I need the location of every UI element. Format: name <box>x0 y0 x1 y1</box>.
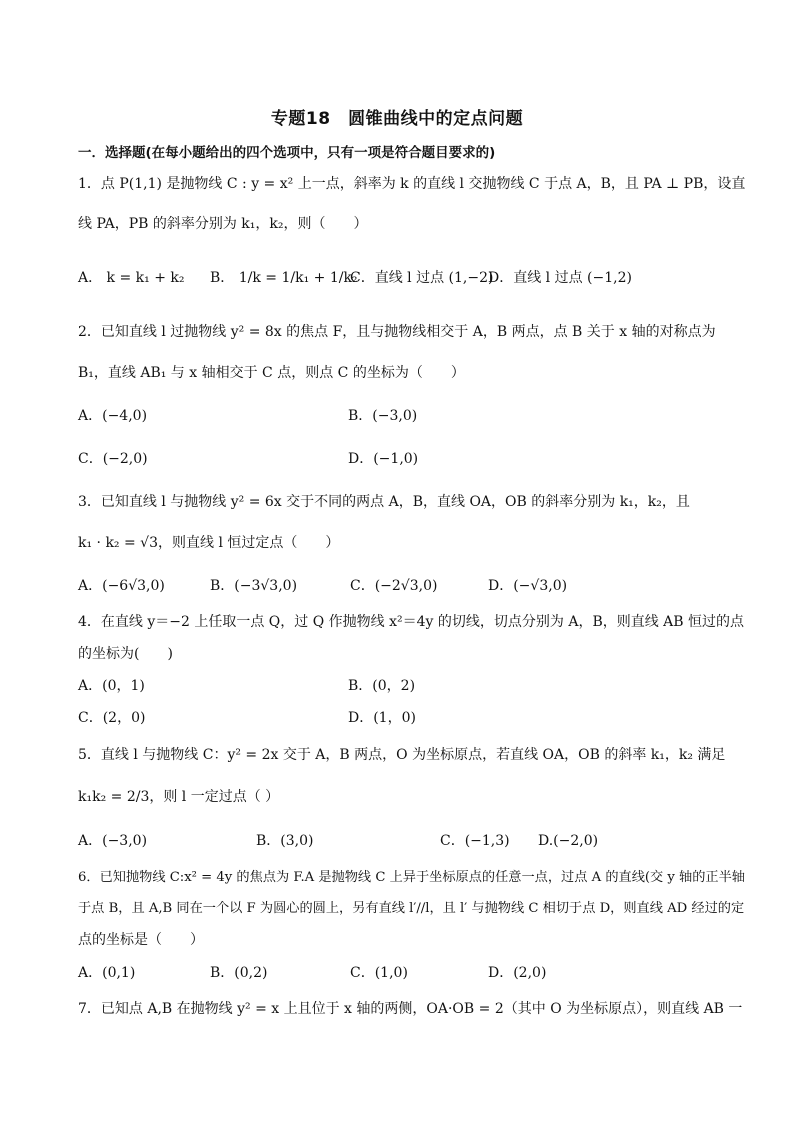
q6-line2: 于点 B，且 A,B 同在一个以 F 为圆心的圆上，另有直线 l′//l，且 l′ 与抛物线 C 相切于点 D，则直线 AD 经过的定 <box>78 901 745 916</box>
q1-line1: 1．点 P(1,1) 是抛物线 C : y = x² 上一点，斜率为 k 的直线 l 交抛物线 C 于点 A，B，且 PA ⊥ PB，设直 <box>78 176 746 192</box>
q5-line1: 5．直线 l 与抛物线 C：y² = 2x 交于 A，B 两点，O 为坐标原点，若直线 OA，OB 的斜率 k₁，k₂ 满足 <box>78 747 726 763</box>
q4-line2: 的坐标为( ) <box>78 646 173 662</box>
q2-line2: B₁，直线 AB₁ 与 x 轴相交于 C 点，则点 C 的坐标为（ ） <box>78 365 465 381</box>
q6-line1: 6．已知抛物线 C:x² = 4y 的焦点为 F.A 是抛物线 C 上异于坐标原点的任意一点，过点 A 的直线(交 y 轴的正半轴 <box>78 870 745 885</box>
q6-option-c: C．(1,0) <box>350 965 408 981</box>
q5-option-b: B．(3,0) <box>256 833 314 849</box>
q4-line1: 4．在直线 y＝−2 上任取一点 Q，过 Q 作抛物线 x²＝4y 的切线，切点分别为 A，B，则直线 AB 恒过的点 <box>78 614 745 630</box>
section-heading: 一．选择题(在每小题给出的四个选项中，只有一项是符合题目要求的) <box>78 145 496 161</box>
q5-line2: k₁k₂ = 2/3，则 l 一定过点（ ） <box>78 789 280 805</box>
q3-option-d: D．(−√3,0) <box>488 578 568 594</box>
q1-option-d: D．直线 l 过点 (−1,2) <box>488 270 632 286</box>
q6-option-d: D．(2,0) <box>488 965 547 981</box>
q4-option-c: C．(2，0) <box>78 710 146 726</box>
q1-option-a: A． k = k₁ + k₂ <box>78 270 185 286</box>
q2-option-c: C．(−2,0) <box>78 451 148 467</box>
q2-option-b: B．(−3,0) <box>348 408 418 424</box>
q3-option-a: A．(−6√3,0) <box>78 578 165 594</box>
q2-line1: 2．已知直线 l 过抛物线 y² = 8x 的焦点 F，且与抛物线相交于 A，B 两点，点 B 关于 x 轴的对称点为 <box>78 324 716 340</box>
q1-option-b: B． 1/k = 1/k₁ + 1/k₂ <box>210 270 358 286</box>
q4-option-a: A．(0，1) <box>78 678 145 694</box>
q5-option-c: C．(−1,3) <box>440 833 510 849</box>
q5-option-d: D.(−2,0) <box>538 833 599 849</box>
q3-line1: 3．已知直线 l 与抛物线 y² = 6x 交于不同的两点 A，B，直线 OA，OB 的斜率分别为 k₁，k₂，且 <box>78 494 690 510</box>
q5-option-a: A．(−3,0) <box>78 833 148 849</box>
q6-option-b: B．(0,2) <box>210 965 268 981</box>
q6-option-a: A．(0,1) <box>78 965 136 981</box>
q3-option-c: C．(−2√3,0) <box>350 578 438 594</box>
q4-option-b: B．(0，2) <box>348 678 416 694</box>
q3-line2: k₁ · k₂ = √3，则直线 l 恒过定点（ ） <box>78 535 340 551</box>
q2-option-d: D．(−1,0) <box>348 451 419 467</box>
q6-line3: 点的坐标是（ ） <box>78 932 204 948</box>
q7-line1: 7．已知点 A,B 在抛物线 y² = x 上且位于 x 轴的两侧，OA·OB = 2（其中 O 为坐标原点），则直线 AB 一 <box>78 1001 743 1017</box>
q2-option-a: A．(−4,0) <box>78 408 148 424</box>
q3-option-b: B．(−3√3,0) <box>210 578 298 594</box>
q1-line2: 线 PA，PB 的斜率分别为 k₁，k₂，则（ ） <box>78 216 368 232</box>
page-title: 专题18 圆锥曲线中的定点问题 <box>270 109 524 129</box>
q1-option-c: C．直线 l 过点 (1,−2) <box>350 270 494 286</box>
q4-option-d: D．(1，0) <box>348 710 416 726</box>
